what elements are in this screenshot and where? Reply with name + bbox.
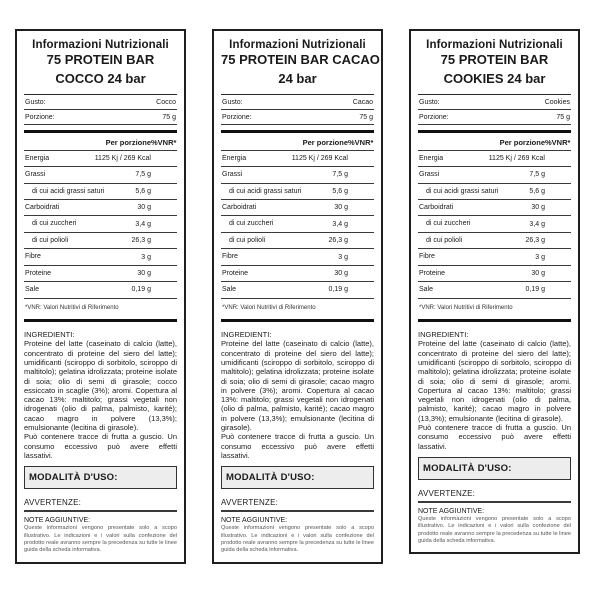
nutrition-row: Grassi 7,5 g — [418, 167, 571, 183]
gusto-row — [24, 95, 177, 110]
porzione-value: 75 g — [162, 113, 176, 121]
nutrition-row: Carboidrati 30 g — [221, 200, 374, 216]
nutrition-panel-cookies — [409, 29, 580, 554]
nutrition-row: Sale 0,19 g — [221, 282, 374, 298]
panel-title: Informazioni Nutrizionali — [229, 39, 366, 51]
vnr-footnote: *VNR: Valori Nutritivi di Riferimento — [25, 304, 119, 311]
vnr-header: %VNR* — [151, 137, 177, 147]
note-aggiuntive-label: NOTE AGGIUNTIVE: — [24, 517, 91, 525]
porzione-row — [24, 110, 177, 125]
nutrition-row: di cui acidi grassi saturi 5,6 g — [221, 184, 374, 200]
nutrition-row: Grassi 7,5 g — [221, 167, 374, 183]
flavor-serving-block — [221, 94, 374, 125]
gusto-label: Gusto: — [419, 98, 440, 106]
nutrition-row: Proteine 30 g — [418, 266, 571, 282]
vnr-footnote: *VNR: Valori Nutritivi di Riferimento — [222, 304, 316, 311]
nutrition-row: di cui acidi grassi saturi 5,6 g — [24, 184, 177, 200]
nutrition-row: di cui polioli 26,3 g — [24, 233, 177, 249]
nutrition-row: di cui acidi grassi saturi 5,6 g — [418, 184, 571, 200]
gusto-value: Cocco — [156, 98, 176, 106]
nutrition-row: Energia 1125 Kj / 269 Kcal — [418, 151, 571, 167]
nutrition-row: Fibre 3 g — [221, 249, 374, 265]
vnr-header: %VNR* — [348, 137, 374, 147]
flavor-serving-block — [24, 94, 177, 125]
product-name-line2: 24 bar — [278, 70, 317, 86]
ingredients-text: Proteine del latte (caseinato di calcio (latte), concentrato di proteine del siero del latte); umidificanti (sciroppo di sorbitolo, sciroppo di maltitolo); gelatina idrolizzata; proteine isolate di soia; olio di semi di girasole; aromi. Copertura al cacao 13%: maltitolo; grassi vegetali non idrogenati (olio di palma, palmisto, karité); cacao magro in polvere (13,3%); emulsionante (lecitina di girasole). — [418, 339, 571, 423]
nutrition-row: di cui zuccheri 3,4 g — [24, 216, 177, 232]
nutrition-row: Proteine 30 g — [24, 266, 177, 282]
per-porzione-header: Per porzione — [499, 137, 545, 147]
ingredienti-label: INGREDIENTI: — [418, 329, 469, 339]
gusto-value: Cookies — [544, 98, 570, 106]
nutrition-row: Grassi 7,5 g — [24, 167, 177, 183]
vnr-header: %VNR* — [545, 137, 571, 147]
nutrition-panel-cocco — [15, 29, 186, 564]
panel-title: Informazioni Nutrizionali — [426, 39, 563, 51]
avvertenze-label: AVVERTENZE: — [418, 489, 571, 503]
product-name-line2: COOKIES 24 bar — [443, 70, 546, 86]
table-header — [221, 133, 374, 151]
gusto-row — [418, 95, 571, 110]
disclaimer-text: Queste informazioni vengono presentate solo a scopo illustrativo. Le indicazioni e i valori sulla confezione del prodotto reale avranno sempre la precedenza su tutte le linee guida della scheda informativa. — [24, 525, 177, 554]
avvertenze-label: AVVERTENZE: — [24, 498, 177, 512]
nutrition-row: di cui polioli 26,3 g — [221, 233, 374, 249]
ingredienti-label: INGREDIENTI: — [221, 329, 272, 339]
nutrition-row: Carboidrati 30 g — [24, 200, 177, 216]
nutrition-row: Proteine 30 g — [221, 266, 374, 282]
nutrition-row: Fibre 3 g — [418, 249, 571, 265]
nutrition-row: di cui polioli 26,3 g — [418, 233, 571, 249]
gusto-label: Gusto: — [25, 98, 46, 106]
disclaimer-text: Queste informazioni vengono presentate solo a scopo illustrativo. Le indicazioni e i valori sulla confezione del prodotto reale avranno sempre la precedenza su tutte le linee guida della scheda informativa. — [418, 515, 571, 545]
gusto-value: Cacao — [352, 98, 373, 106]
nutrition-row: Fibre 3 g — [24, 249, 177, 265]
allergen-text: Può contenere tracce di frutta a guscio. Un consumo eccessivo può avere effetti lassativi. — [24, 432, 177, 460]
porzione-value: 75 g — [359, 113, 373, 121]
divider — [24, 319, 177, 322]
product-name-line1: 75 PROTEIN BAR — [440, 52, 549, 67]
nutrition-row: Carboidrati 30 g — [418, 200, 571, 216]
vnr-footnote: *VNR: Valori Nutritivi di Riferimento — [419, 304, 513, 311]
porzione-label: Porzione: — [25, 113, 55, 121]
product-name-line1: 75 PROTEIN BAR CACAO — [221, 52, 380, 67]
ingredienti-label: INGREDIENTI: — [24, 329, 75, 339]
porzione-value: 75 g — [556, 113, 570, 121]
gusto-row — [221, 95, 374, 110]
modalita-duso-box: MODALITÀ D'USO: — [221, 466, 374, 489]
modalita-duso-box: MODALITÀ D'USO: — [24, 466, 177, 489]
product-name-line2: COCCO 24 bar — [55, 70, 146, 86]
nutrition-row: di cui zuccheri 3,4 g — [418, 216, 571, 232]
allergen-text: Può contenere tracce di frutta a guscio. Un consumo eccessivo può avere effetti lassativi. — [221, 432, 374, 460]
product-name-line1: 75 PROTEIN BAR — [46, 52, 155, 67]
ingredients-text: Proteine del latte (caseinato di calcio (latte), concentrato di proteine del siero del latte); umidificanti (sciroppo di sorbitolo, sciroppo di maltitolo); gelatina idrolizzata; proteine isolate di soia; olio di semi di girasole; cocco essiccato in scaglie (3%); aromi. Copertura al cacao 13%: maltitolo; grassi vegetali non idrogenati (olio di palma, palmisto, karité); cacao magro in polvere (13,3%); emulsionante (lecitina di girasole). — [24, 339, 177, 433]
note-aggiuntive-label: NOTE AGGIUNTIVE: — [418, 507, 485, 515]
nutrition-panel-cacao — [212, 29, 383, 564]
divider — [418, 319, 571, 322]
per-porzione-header: Per porzione — [105, 137, 151, 147]
table-header — [418, 133, 571, 151]
per-porzione-header: Per porzione — [302, 137, 348, 147]
table-header — [24, 133, 177, 151]
disclaimer-text: Queste informazioni vengono presentate solo a scopo illustrativo. Le indicazioni e i valori sulla confezione del prodotto reale avranno sempre la precedenza su tutte le linee guida della scheda informativa. — [221, 525, 374, 554]
allergen-text: Può contenere tracce di frutta a guscio. Un consumo eccessivo può avere effetti lassativi. — [418, 423, 571, 451]
porzione-label: Porzione: — [222, 113, 252, 121]
note-aggiuntive-label: NOTE AGGIUNTIVE: — [221, 517, 288, 525]
porzione-row — [418, 110, 571, 125]
panel-title: Informazioni Nutrizionali — [32, 39, 169, 51]
nutrition-row: Energia 1125 Kj / 269 Kcal — [24, 151, 177, 167]
nutrition-row: Sale 0,19 g — [24, 282, 177, 298]
porzione-row — [221, 110, 374, 125]
avvertenze-label: AVVERTENZE: — [221, 498, 374, 512]
porzione-label: Porzione: — [419, 113, 449, 121]
nutrition-row: Energia 1125 Kj / 269 Kcal — [221, 151, 374, 167]
nutrition-row: Sale 0,19 g — [418, 282, 571, 298]
flavor-serving-block — [418, 94, 571, 125]
modalita-duso-box: MODALITÀ D'USO: — [418, 457, 571, 480]
nutrition-row: di cui zuccheri 3,4 g — [221, 216, 374, 232]
divider — [221, 319, 374, 322]
ingredients-text: Proteine del latte (caseinato di calcio (latte), concentrato di proteine del siero del latte); umidificanti (sciroppo di sorbitolo, sciroppo di maltitolo); gelatina idrolizzata; proteine isolate di soia; olio di semi di girasole; cacao magro in polvere (3%); aromi. Copertura al cacao 13%: maltitolo; grassi vegetali non idrogenati (olio di palma, palmisto, karité); cacao magro in polvere (13,3%); emulsionante (lecitina di girasole). — [221, 339, 374, 433]
gusto-label: Gusto: — [222, 98, 243, 106]
